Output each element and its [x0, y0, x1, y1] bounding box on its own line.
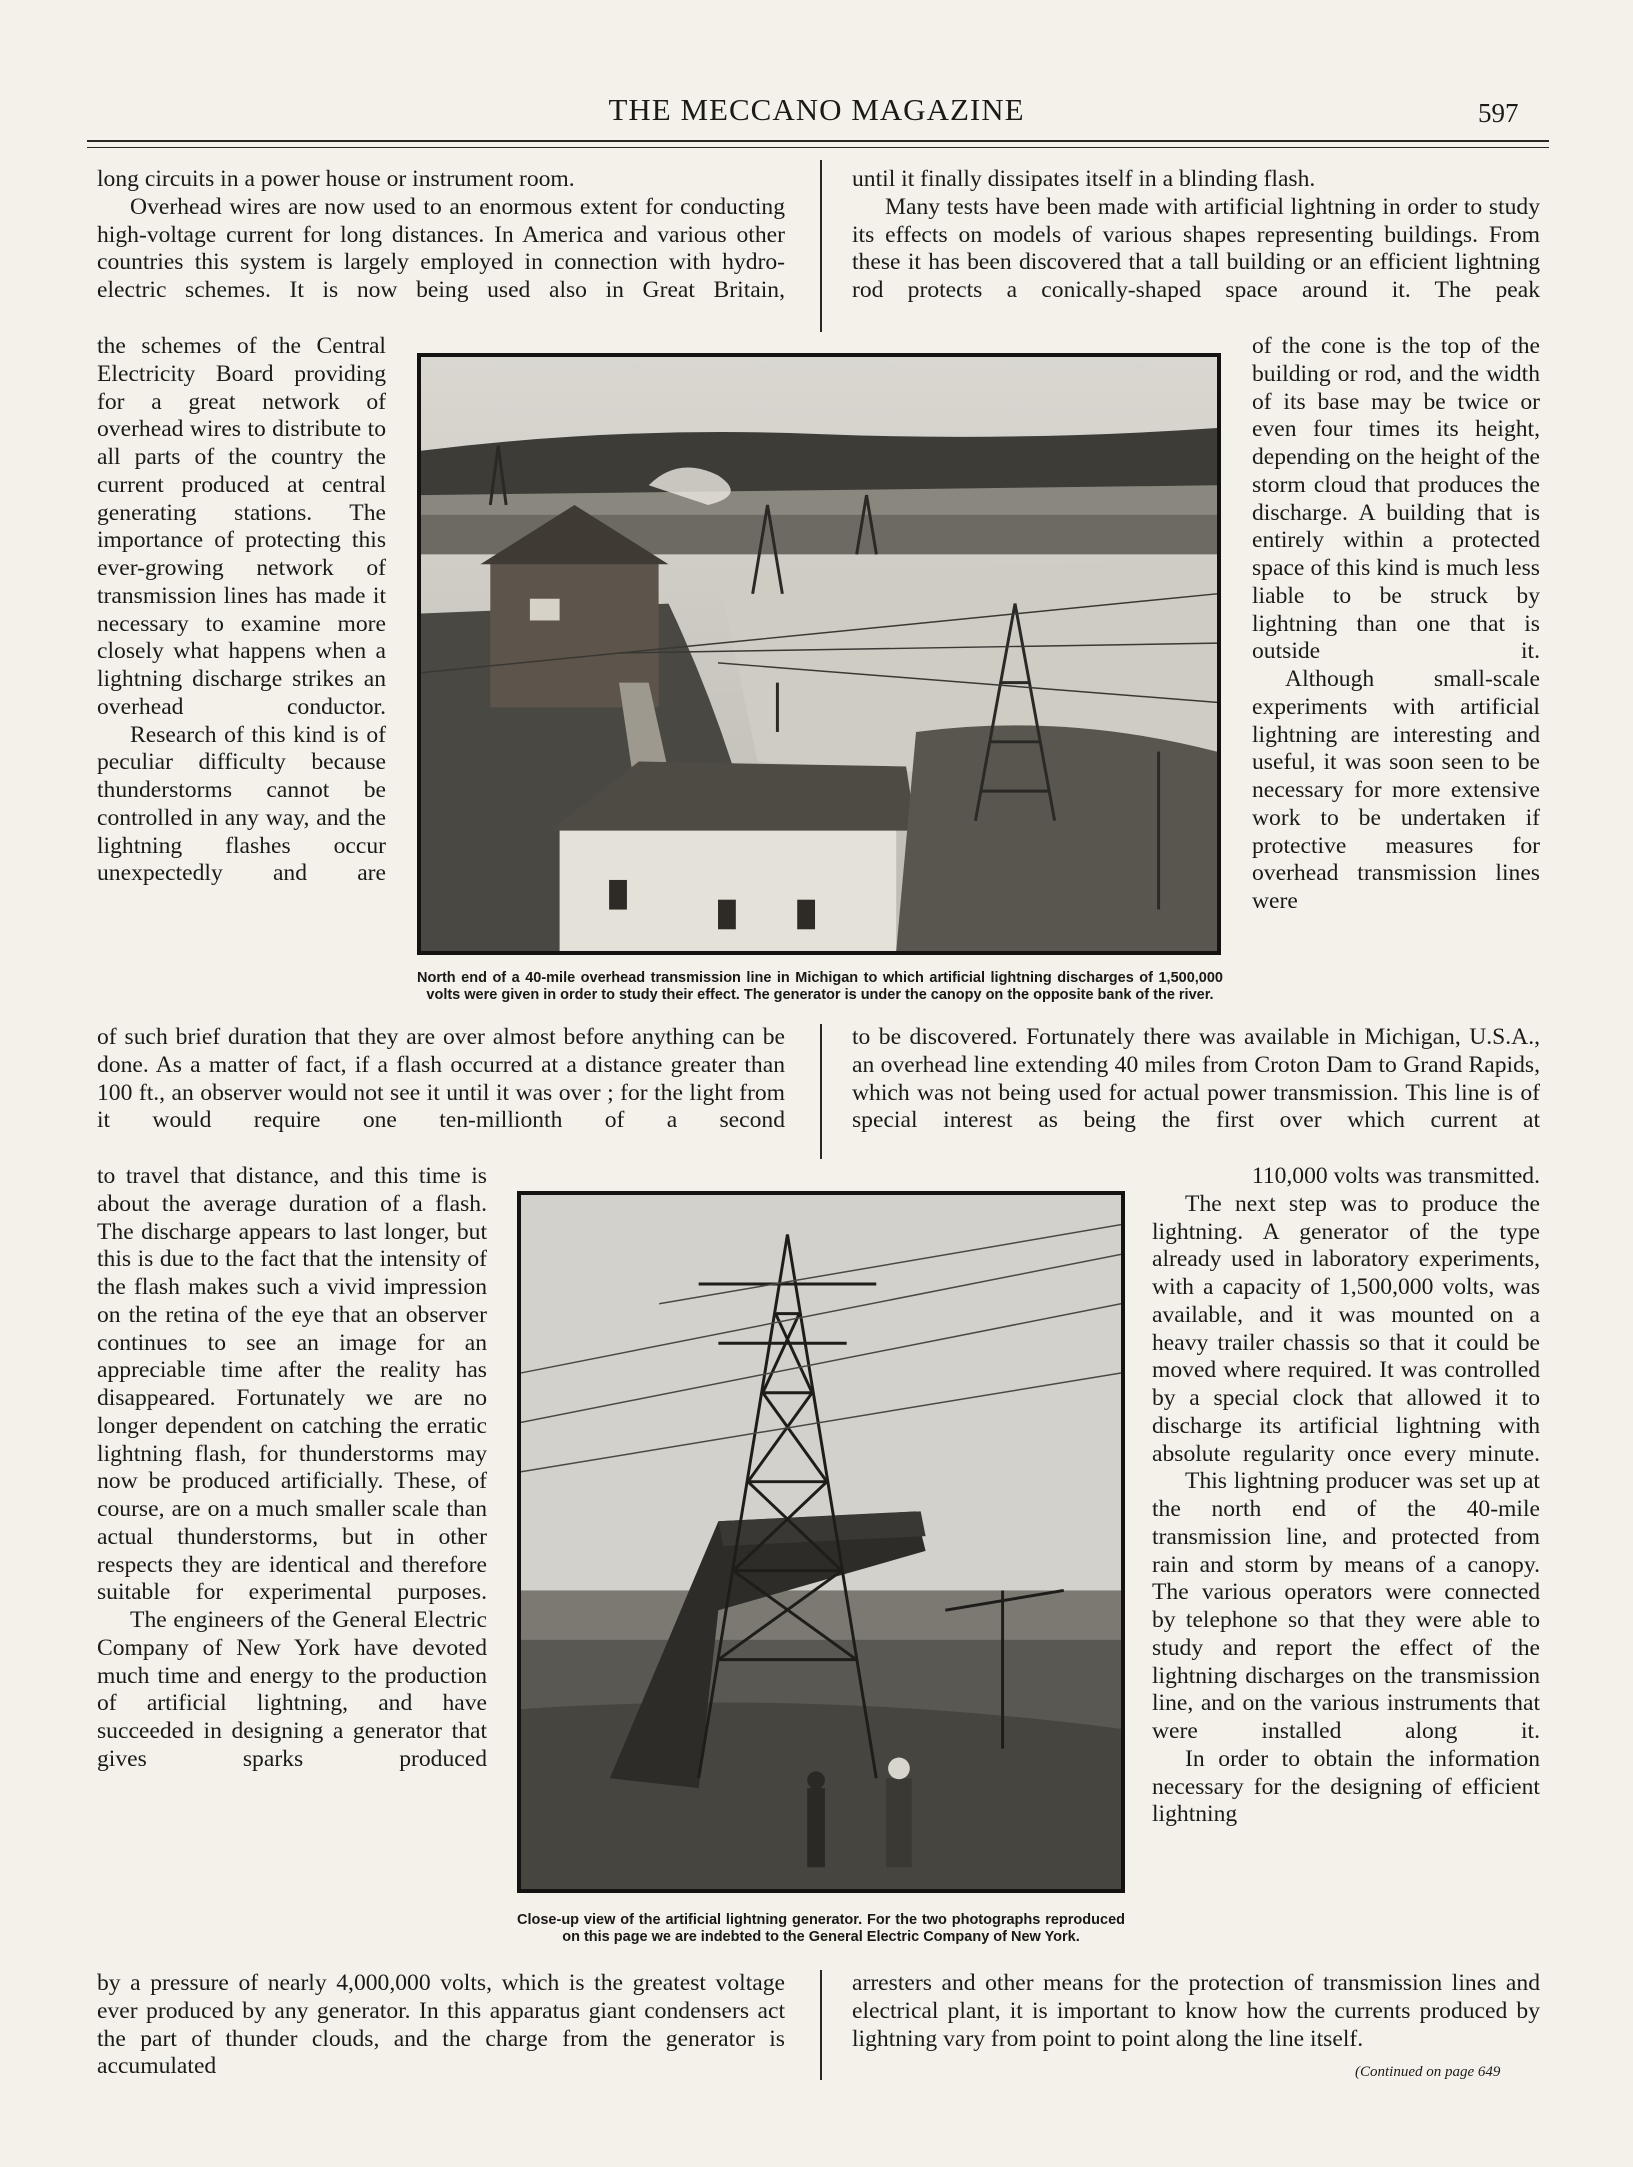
paragraph: Although small-scale experiments with artificial lightning are interesting and useful, it was soon seen to be necessary for more extensive work to be undertaken if protective measures for overhead transmission lines were: [1252, 666, 1540, 914]
photo-caption: North end of a 40-mile overhead transmission line in Michigan to which artificial lightning discharges of 1,500,000 volts were given in order to study their effect. The generator is under the canopy on the opposite bank of the river.: [417, 970, 1223, 1003]
paragraph: until it finally dissipates itself in a blinding flash.: [852, 166, 1316, 192]
left-column-top: [97, 166, 785, 305]
right-column-top: [852, 166, 1540, 305]
paragraph: arresters and other means for the protection of transmission lines and electrical plant, it is important to know how the currents produced by lightning vary from point to point along the line itself.: [852, 1970, 1540, 2052]
column-divider-middle: [820, 1024, 822, 1159]
left-column-wrap-lower: [97, 1163, 487, 1774]
paragraph: 110,000 volts was transmitted.: [1251, 1163, 1540, 1189]
right-column-wrap-lower: [1152, 1163, 1540, 1829]
transmission-line-photo: [417, 353, 1221, 955]
right-column-middle: [852, 1024, 1540, 1135]
paragraph: The engineers of the General Electric Company of New York have devoted much time and energy to the production of artificial lightning, and have succeeded in designing a generator that gives sparks produced: [97, 1607, 487, 1772]
left-column-wrap: [97, 333, 386, 888]
paragraph: This lightning producer was set up at the north end of the 40-mile transmission line, and protected from rain and storm by means of a canopy. The various operators were connected by telephone so that they were able to study and report the effect of the lightning discharges on the transmission line, and on the various instruments that were installed along it.: [1152, 1468, 1540, 1744]
paragraph: Many tests have been made with artificial lightning in order to study its effects on models of various shapes representing buildings. From these it has been discovered that a tall building or an efficient lightning rod protects a conically-shaped space around it. The peak: [852, 193, 1540, 303]
paragraph: The next step was to produce the lightning. A generator of the type already used in laboratory experiments, with a capacity of 1,500,000 volts, was available, and it was mounted on a heavy trailer chassis so that it could be moved where required. It was controlled by a special clock that allowed it to discharge its artificial lightning with absolute regularity once every minute.: [1152, 1190, 1540, 1467]
paragraph: Research of this kind is of peculiar difficulty because thunderstorms cannot be controlled in any way, and the lightning flashes occur unexpectedly and are: [97, 721, 386, 887]
header-rule: [87, 140, 1549, 142]
paragraph: of such brief duration that they are over almost before anything can be done. As a matter of fact, if a flash occurred at a distance greater than 100 ft., an observer would not see it until it was over ; for the light from it would require one ten-millionth of a second: [97, 1024, 785, 1134]
paragraph: by a pressure of nearly 4,000,000 volts, which is the greatest voltage ever produced by any generator. In this apparatus giant condensers act the part of thunder clouds, and the charge from the generator is accumulated: [97, 1970, 785, 2080]
paragraph: long circuits in a power house or instrument room.: [97, 166, 575, 192]
lightning-generator-photo: [517, 1191, 1125, 1893]
page-number: 597: [1478, 98, 1519, 128]
paragraph: to be discovered. Fortunately there was available in Michigan, U.S.A., an overhead line extending 40 miles from Croton Dam to Grand Rapids, which was not being used for actual power transmission. This line is of special interest as being the first over which current at: [852, 1024, 1540, 1134]
column-divider-top: [820, 160, 822, 332]
header-rule-thin: [87, 147, 1549, 148]
paragraph: to travel that distance, and this time is about the average duration of a flash. The discharge appears to last longer, but this is due to the fact that the intensity of the flash makes such a vivid impression on the retina of the eye that an observer continues to see an image for an appreciable time after the reality has disappeared. Fortunately we are no longer dependent on catching the erratic lightning flash, for thunderstorms may now be produced artificially. These, of course, are on a much smaller scale than actual thunderstorms, but in other respects they are identical and therefore suitable for experimental purposes.: [97, 1163, 487, 1606]
photo-caption: Close-up view of the artificial lightning generator. For the two photographs reproduced on this page we are indebted to the General Electric Company of New York.: [517, 1912, 1125, 1945]
column-divider-bottom: [820, 1970, 822, 2080]
left-column-bottom: [97, 1970, 785, 2081]
continued-note: (Continued on page 649: [1355, 2064, 1501, 2080]
left-column-middle: [97, 1024, 785, 1135]
paragraph: the schemes of the Central Electricity Board providing for a great network of overhead wires to distribute to all parts of the country the current produced at central generating stations. The importance of protecting this ever-growing network of transmission lines has made it necessary to examine more closely what happens when a lightning discharge strikes an overhead conductor.: [97, 333, 386, 720]
paragraph: Overhead wires are now used to an enormous extent for conducting high-voltage current for long distances. In America and various other countries this system is largely employed in connection with hydro-electric schemes. It is now being used also in Great Britain,: [97, 193, 785, 303]
right-column-bottom: [852, 1970, 1540, 2053]
right-column-wrap: [1252, 333, 1540, 916]
magazine-title: THE MECCANO MAGAZINE: [608, 92, 1025, 127]
paragraph: of the cone is the top of the building or rod, and the width of its base may be twice or even four times its height, depending on the height of the storm cloud that produces the discharge. A building that is entirely within a protected space of this kind is much less liable to be struck by lightning than one that is outside it.: [1252, 333, 1540, 665]
paragraph: In order to obtain the information necessary for the designing of efficient lightning: [1152, 1745, 1540, 1828]
